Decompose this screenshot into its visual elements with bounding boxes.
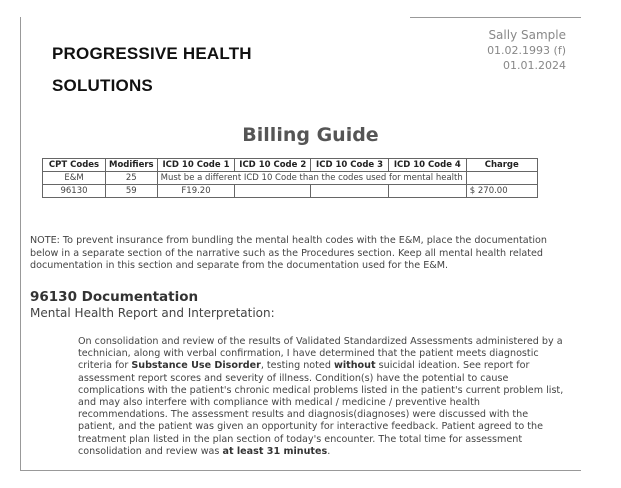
cell-icd-note: Must be a different ICD 10 Code than the codes used for mental health	[157, 172, 466, 185]
cell-icd-1: F19.20	[157, 185, 235, 198]
company-line-2: SOLUTIONS	[52, 76, 153, 95]
cell-icd-2	[235, 185, 311, 198]
company-name	[52, 38, 252, 102]
cell-modifier: 59	[106, 185, 158, 198]
documentation-body	[78, 336, 568, 458]
cell-cpt: E&M	[43, 172, 106, 185]
cell-icd-3	[311, 185, 389, 198]
col-icd-2: ICD 10 Code 2	[235, 159, 311, 172]
billing-guide-title: Billing Guide	[242, 124, 379, 146]
patient-name: Sally Sample	[488, 28, 566, 42]
body-text-4: .	[327, 445, 331, 457]
report-date: 01.01.2024	[503, 59, 566, 72]
patient-dob: 01.02.1993 (f)	[487, 44, 566, 57]
top-rule	[410, 17, 581, 18]
company-line-1: PROGRESSIVE HEALTH	[52, 44, 252, 63]
col-icd-3: ICD 10 Code 3	[311, 159, 389, 172]
body-text-1: On consolidation and review of the results of Validated Standardized Assessments administered by a technician, along with verbal confirmation, I have determined that the patient meets diagnostic criteria for	[78, 336, 563, 372]
cell-icd-4	[388, 185, 466, 198]
col-charge: Charge	[466, 159, 537, 172]
time-emphasis: at least 31 minutes	[222, 445, 328, 457]
cell-cpt: 96130	[43, 185, 106, 198]
table-header-row	[43, 159, 538, 172]
cell-charge	[466, 172, 537, 185]
col-modifiers: Modifiers	[106, 159, 158, 172]
bundling-note: NOTE: To prevent insurance from bundling the mental health codes with the E&M, place the documentation below in a separate section of the narrative such as the Procedures section. Keep all mental health related documentation in this section and separate from the documentation used for the E&M.	[30, 235, 548, 271]
diagnosis-emphasis: Substance Use Disorder	[131, 360, 261, 372]
documentation-subheading: Mental Health Report and Interpretation:	[30, 306, 275, 320]
col-icd-1: ICD 10 Code 1	[157, 159, 235, 172]
body-text-3: suicidal ideation. See report for assessment report scores and severity of illness. Condition(s) have the potential to cause complications with the patient's chronic medical problems listed in the patient's current problem list, and may also interfere with compliance with medical / medicine / preventive health recommendations. The assessment results and diagnosis(diagnoses) were discussed with the patient, and the patient was given an opportunity for interactive feedback. Patient agreed to the treatment plan listed in the plan section of today's encounter. The total time for assessment consolidation and review was	[78, 360, 564, 457]
col-icd-4: ICD 10 Code 4	[388, 159, 466, 172]
without-emphasis: without	[333, 360, 376, 372]
cell-charge: $ 270.00	[466, 185, 537, 198]
col-cpt-codes: CPT Codes	[43, 159, 106, 172]
patient-info	[487, 28, 566, 73]
billing-table	[42, 158, 538, 198]
body-text-2: , testing noted	[260, 360, 334, 372]
cell-modifier: 25	[106, 172, 158, 185]
table-row	[43, 185, 538, 198]
table-row	[43, 172, 538, 185]
documentation-heading: 96130 Documentation	[30, 289, 199, 305]
